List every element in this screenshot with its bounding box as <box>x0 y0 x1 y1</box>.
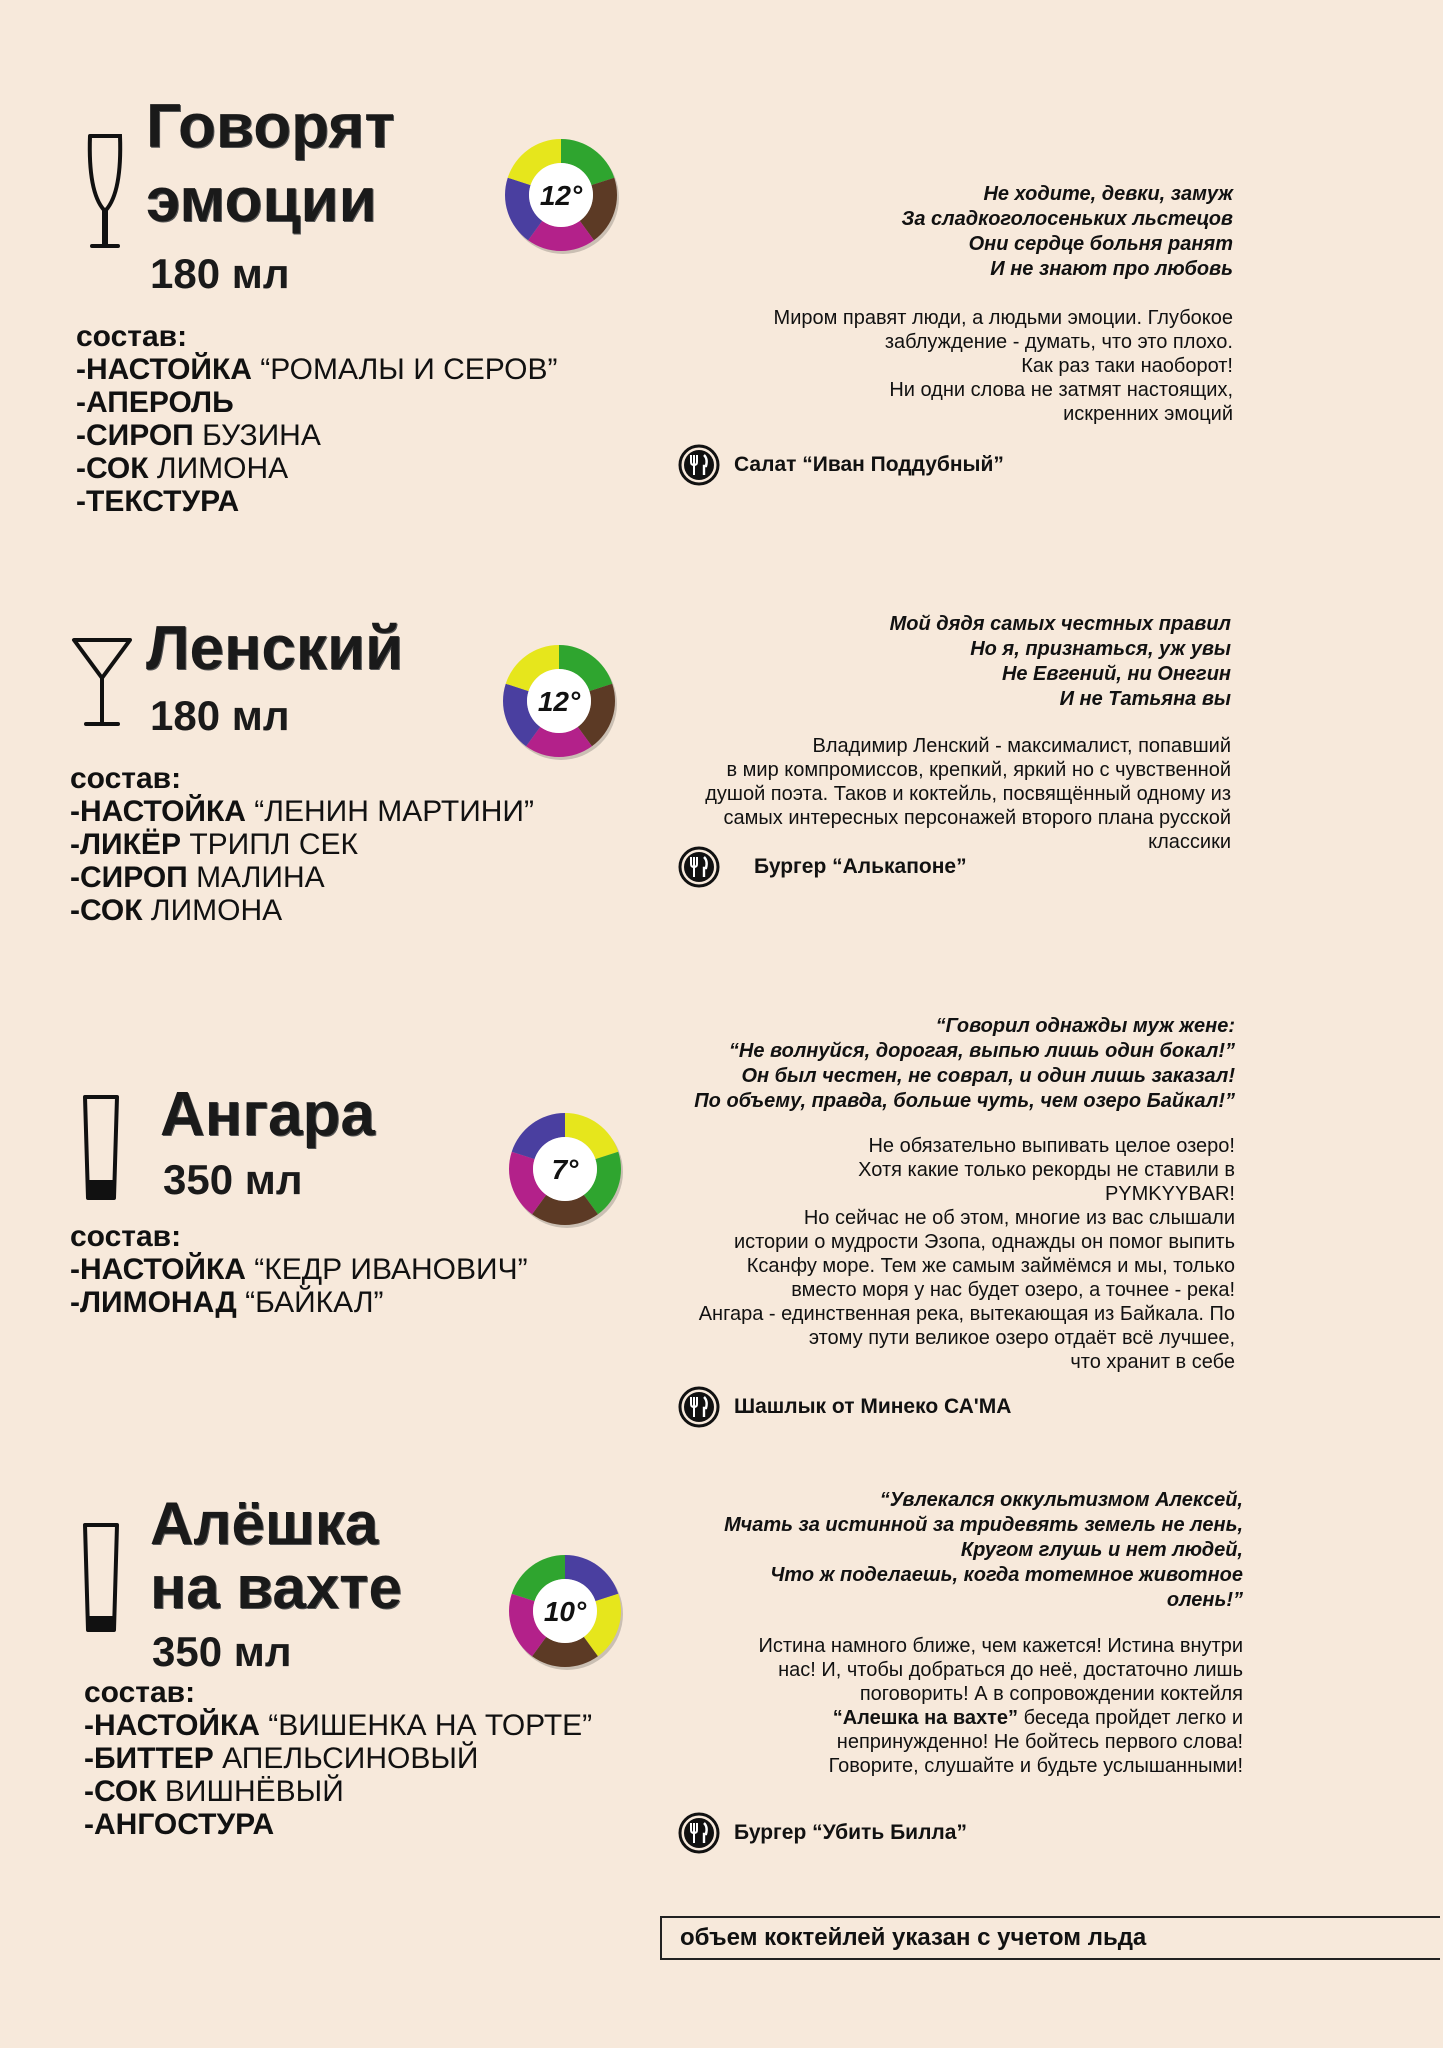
abv-ring <box>498 640 620 762</box>
cocktail-poem: “Увлекался оккультизмом Алексей, Мчать за истинной за тридевять земель не лень, Кругом глушь и нет людей, Что ж поделаешь, когда тотемное животное олень!” <box>724 1489 1243 1611</box>
cocktail-volume: 180 мл <box>150 250 290 297</box>
abv-label: 12° <box>537 686 581 717</box>
food-pairing <box>678 1812 967 1854</box>
fork-knife-icon <box>678 1812 720 1854</box>
abv-label: 12° <box>539 180 583 211</box>
ingredients-header: состав: <box>70 1220 182 1253</box>
food-pairing <box>678 444 1004 486</box>
ingredient-item: -БИТТЕР АПЕЛЬСИНОВЫЙ <box>84 1742 479 1775</box>
ingredient-item: -ЛИКЁР ТРИПЛ СЕК <box>70 828 358 861</box>
cocktail-title: Ангара <box>160 1080 375 1149</box>
highball-glass-icon <box>82 1522 120 1634</box>
cocktail-poem: “Говорил однажды муж жене: “Не волнуйся, дорогая, выпью лишь один бокал!” Он был честен, не соврал, и один лишь заказал! По объему, правда, больше чуть, чем озеро Байкал!” <box>694 1015 1235 1112</box>
food-pairing <box>678 846 967 888</box>
abv-ring <box>504 1108 626 1230</box>
ingredients-list <box>70 762 534 927</box>
champagne-flute-icon <box>84 132 126 252</box>
food-pairing <box>678 1386 1011 1428</box>
ingredients-header: состав: <box>84 1676 196 1709</box>
ingredient-item: -НАСТОЙКА “РОМАЛЫ И СЕРОВ” <box>76 353 558 386</box>
food-pairing-label: Бургер “Убить Билла” <box>734 1821 967 1844</box>
cocktail-description: Владимир Ленский - максималист, попавший в мир компромиссов, крепкий, яркий но с чувственной душой поэта. Таков и коктейль, посвящённый одному из самых интересных персонажей второго плана русской классики <box>705 735 1231 853</box>
food-pairing-label: Шашлык от Минеко СА'МА <box>734 1395 1012 1418</box>
cocktail-volume: 350 мл <box>152 1628 292 1675</box>
ingredient-item: -СОК ЛИМОНА <box>76 452 289 485</box>
highball-glass-icon <box>82 1094 120 1202</box>
ingredients-header: состав: <box>76 320 188 353</box>
ingredient-item: -АНГОСТУРА <box>84 1808 275 1841</box>
cocktail-description: Не обязательно выпивать целое озеро! Хотя какие только рекорды не ставили в PYMKYYBAR! Но сейчас не об этом, многие из вас слышали истории о мудрости Эзопа, однажды он помог выпить Ксанфу море. Тем же самым займёмся и мы, только вместо моря у нас будет озеро, а точнее - река! Ангара - единственная река, вытекающая из Байкала. По этому пути великое озеро отдаёт всё лучшее, что хранит в себе <box>698 1135 1235 1373</box>
ingredient-item: -АПЕРОЛЬ <box>76 386 234 419</box>
ingredient-item: -СОК ЛИМОНА <box>70 894 283 927</box>
ingredient-item: -СИРОП БУЗИНА <box>76 419 321 452</box>
fork-knife-icon <box>678 444 720 486</box>
cocktail-title: Ленский <box>146 614 404 683</box>
cocktail-volume: 180 мл <box>150 692 290 739</box>
abv-label: 10° <box>543 1596 587 1627</box>
ingredients-list <box>70 1220 528 1319</box>
cocktail-poem: Не ходите, девки, замуж За сладкоголосеньких льстецов Они сердце больня ранят И не знают про любовь <box>901 183 1233 280</box>
cocktail-name-highlight: “Алешка на вахте” <box>832 1707 1019 1729</box>
ingredient-item: -ЛИМОНАД “БАЙКАЛ” <box>70 1286 384 1319</box>
ingredients-list <box>84 1676 592 1841</box>
ingredient-item: -НАСТОЙКА “ВИШЕНКА НА ТОРТЕ” <box>84 1709 593 1742</box>
cocktail-title: Алёшка на вахте <box>150 1490 402 1621</box>
cocktail-title: Говорят эмоции <box>146 92 395 235</box>
fork-knife-icon <box>678 1386 720 1428</box>
ingredient-item: -НАСТОЙКА “ЛЕНИН МАРТИНИ” <box>70 795 534 828</box>
cocktail-description: Истина намного ближе, чем кажется! Истина внутри нас! И, чтобы добраться до неё, достаточно лишь поговорить! А в сопровождении коктейля “Алешка на вахте” беседа пройдет легко и непринужденно! Не бойтесь первого слова! Говорите, слушайте и будьте услышанными! <box>758 1635 1243 1777</box>
cocktail-poem: Мой дядя самых честных правил Но я, признаться, уж увы Не Евгений, ни Онегин И не Татьяна вы <box>889 613 1231 710</box>
fork-knife-icon <box>678 846 720 888</box>
martini-glass-icon <box>70 636 134 728</box>
cocktail-volume: 350 мл <box>163 1156 303 1203</box>
ingredient-item: -ТЕКСТУРА <box>76 485 240 518</box>
ingredient-item: -НАСТОЙКА “КЕДР ИВАНОВИЧ” <box>70 1253 528 1286</box>
food-pairing-label: Бургер “Алькапоне” <box>754 855 967 878</box>
footer-note: объем коктейлей указан с учетом льда <box>660 1916 1440 1960</box>
cocktail-description: Миром правят люди, а людьми эмоции. Глубокое заблуждение - думать, что это плохо. Как раз таки наоборот! Ни одни слова не затмят настоящих, искренних эмоций <box>773 307 1233 425</box>
ingredients-list <box>76 320 557 518</box>
ingredients-header: состав: <box>70 762 182 795</box>
abv-ring <box>504 1550 626 1672</box>
ingredient-item: -СОК ВИШНЁВЫЙ <box>84 1775 344 1808</box>
abv-ring <box>500 134 622 256</box>
ingredient-item: -СИРОП МАЛИНА <box>70 861 325 894</box>
food-pairing-label: Салат “Иван Поддубный” <box>734 453 1004 476</box>
abv-label: 7° <box>551 1154 579 1185</box>
